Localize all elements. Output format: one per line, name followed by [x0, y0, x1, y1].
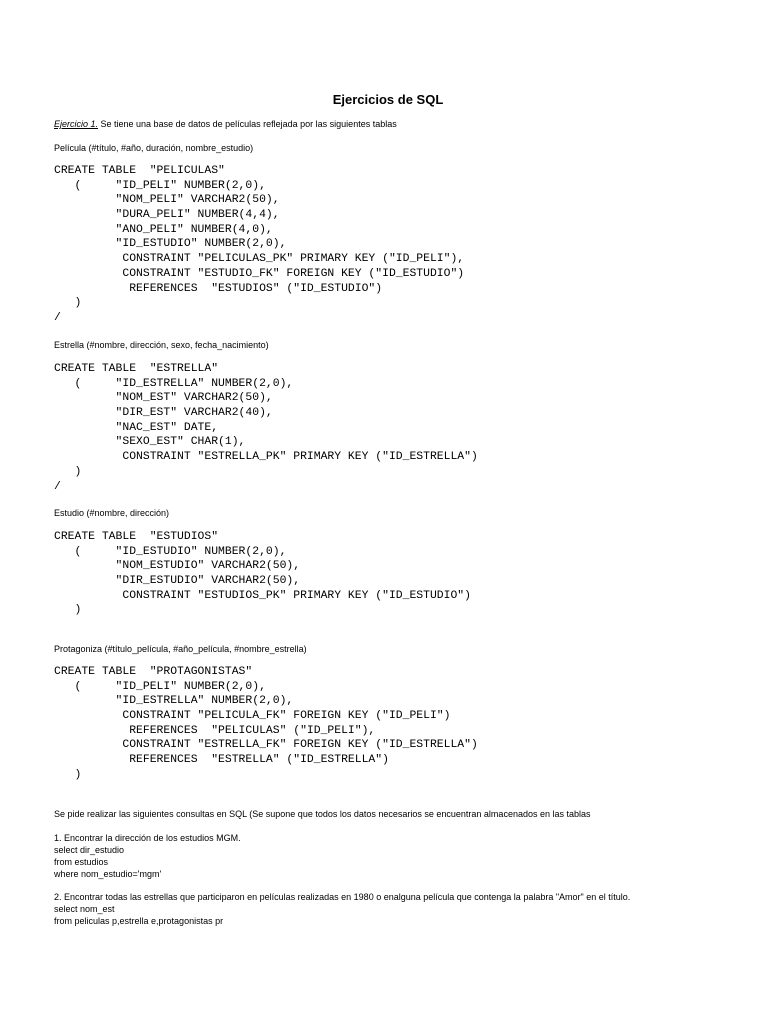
code-line: "NOM_PELI" VARCHAR2(50), — [54, 194, 280, 207]
code-line: REFERENCES "ESTUDIOS" ("ID_ESTUDIO") — [54, 282, 383, 295]
code-line: "ID_ESTRELLA" NUMBER(2,0), — [54, 695, 294, 708]
code-block-peliculas — [54, 164, 464, 326]
code-line: CONSTRAINT "PELICULAS_PK" PRIMARY KEY ("ID_PELI"), — [54, 253, 465, 266]
code-line: CONSTRAINT "PELICULA_FK" FOREIGN KEY ("ID_PELI") — [54, 710, 451, 723]
exercise-label: Ejercicio 1. — [54, 119, 99, 129]
code-line: ) — [54, 465, 82, 478]
exercise-question: 1. Encontrar la dirección de los estudios MGM. — [54, 833, 241, 843]
code-line: ( "ID_PELI" NUMBER(2,0), — [54, 179, 266, 192]
exercise-question: 2. Encontrar todas las estrellas que participaron en películas realizadas en 1980 o enalguna película que contenga la palabra "Amor" en el título. — [54, 892, 631, 902]
code-line: ) — [54, 604, 82, 617]
code-line: ( "ID_ESTUDIO" NUMBER(2,0), — [54, 545, 287, 558]
code-line: "DIR_ESTUDIO" VARCHAR2(50), — [54, 575, 301, 588]
code-line: CONSTRAINT "ESTUDIO_FK" FOREIGN KEY ("ID_ESTUDIO") — [54, 267, 465, 280]
code-line: "SEXO_EST" CHAR(1), — [54, 436, 246, 449]
code-line: REFERENCES "PELICULAS" ("ID_PELI"), — [54, 724, 376, 737]
code-line: "DIR_EST" VARCHAR2(40), — [54, 407, 273, 420]
code-line: CREATE TABLE "ESTUDIOS" — [54, 531, 219, 543]
code-line: CONSTRAINT "ESTRELLA_FK" FOREIGN KEY ("ID_ESTRELLA") — [54, 739, 478, 752]
table-heading-protagoniza: Protagoniza (#título_película, #año_película, #nombre_estrella) — [54, 644, 307, 654]
code-line: REFERENCES "ESTRELLA" ("ID_ESTRELLA") — [54, 754, 389, 767]
code-line: / — [54, 480, 61, 493]
code-line: CONSTRAINT "ESTUDIOS_PK" PRIMARY KEY ("ID_ESTUDIO") — [54, 589, 471, 602]
exercise-answer-line: select dir_estudio — [54, 845, 125, 855]
code-line: ) — [54, 297, 82, 310]
code-line: "NAC_EST" DATE, — [54, 421, 219, 434]
code-line: "ANO_PELI" NUMBER(4,0), — [54, 223, 273, 236]
code-line: CREATE TABLE "PROTAGONISTAS" — [54, 666, 253, 678]
code-block-protagonistas — [54, 665, 478, 783]
document-title: Ejercicios de SQL — [332, 92, 444, 107]
code-line: CREATE TABLE "PELICULAS" — [54, 165, 225, 177]
table-heading-pelicula: Película (#título, #año, duración, nombre_estudio) — [54, 143, 254, 153]
code-line: "DURA_PELI" NUMBER(4,4), — [54, 209, 280, 222]
code-line: "NOM_EST" VARCHAR2(50), — [54, 392, 273, 405]
code-block-estudios — [54, 530, 471, 618]
intro-text: Se tiene una base de datos de películas reflejada por las siguientes tablas — [98, 119, 397, 129]
instructions-text: Se pide realizar las siguientes consultas en SQL (Se supone que todos los datos necesarios se encuentran almacenados en las tablas — [54, 809, 591, 819]
code-line: ) — [54, 768, 82, 781]
code-line: / — [54, 311, 61, 324]
code-line: ( "ID_ESTRELLA" NUMBER(2,0), — [54, 377, 294, 390]
exercise-answer-line: from peliculas p,estrella e,protagonistas pr — [54, 916, 224, 926]
exercise-answer-line: from estudios — [54, 857, 109, 867]
exercise-answer-line: select nom_est — [54, 904, 115, 914]
exercise-answer-line: where nom_estudio='mgm' — [54, 869, 162, 879]
intro-line — [54, 118, 397, 130]
code-line: "NOM_ESTUDIO" VARCHAR2(50), — [54, 560, 301, 573]
code-line: ( "ID_PELI" NUMBER(2,0), — [54, 680, 266, 693]
table-heading-estrella: Estrella (#nombre, dirección, sexo, fecha_nacimiento) — [54, 340, 269, 350]
code-block-estrella — [54, 362, 478, 494]
table-heading-estudio: Estudio (#nombre, dirección) — [54, 508, 170, 518]
code-line: "ID_ESTUDIO" NUMBER(2,0), — [54, 238, 287, 251]
code-line: CONSTRAINT "ESTRELLA_PK" PRIMARY KEY ("ID_ESTRELLA") — [54, 451, 478, 464]
code-line: CREATE TABLE "ESTRELLA" — [54, 363, 219, 375]
